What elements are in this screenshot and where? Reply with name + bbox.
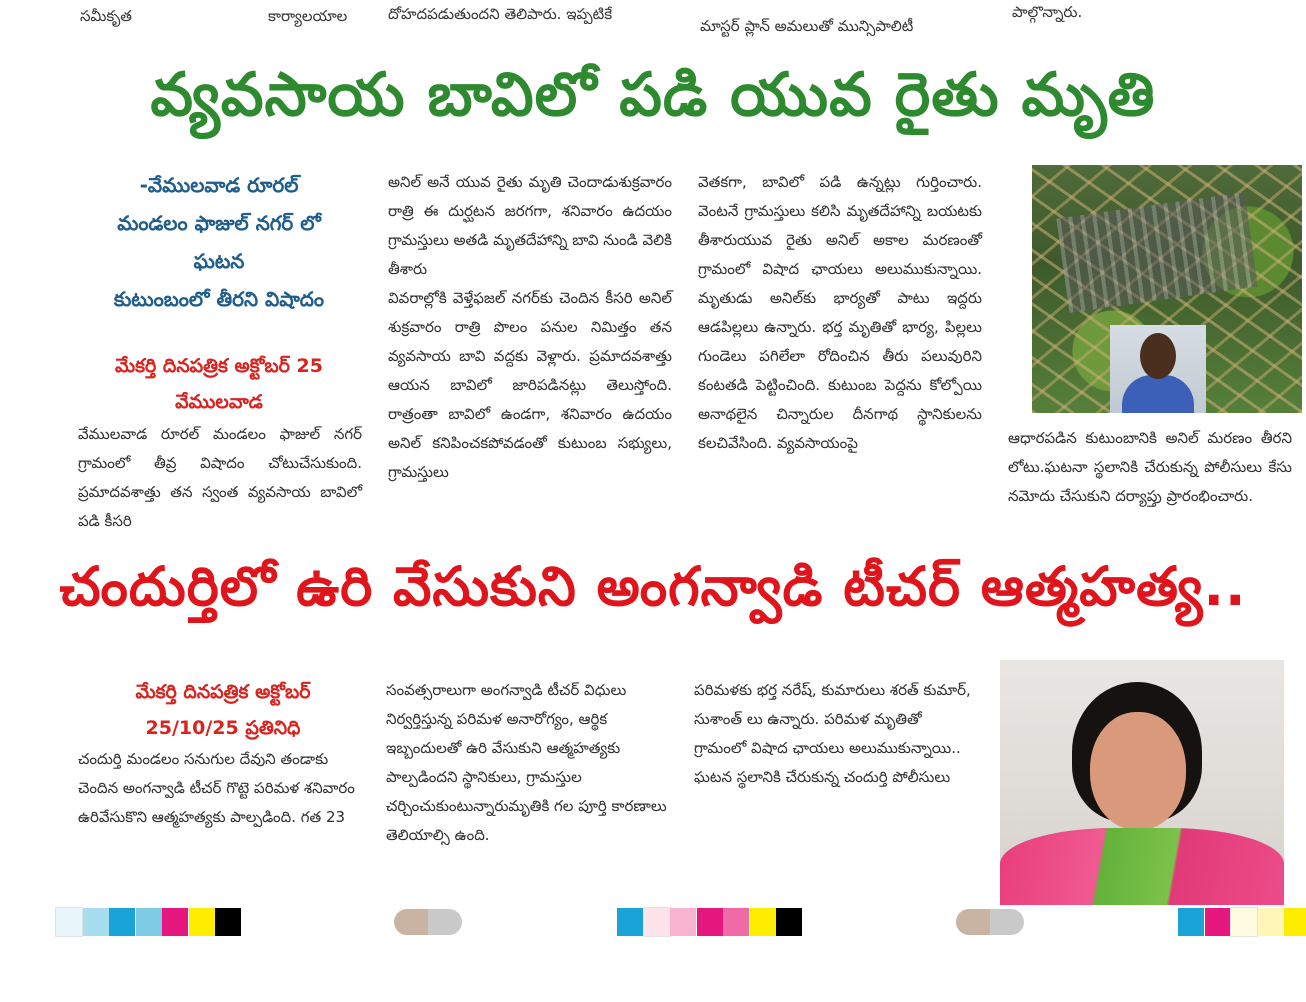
story1-paragraph: వెతకగా, బావిలో పడి ఉన్నట్లు గుర్తించారు. వెంటనే గ్రామస్తులు కలిసి మృతదేహాన్ని బయటకు తీశారుయువ రైతు అనిల్ అకాల మరణంతో గ్రామంలో విషాద ఛాయలు అలుముకున్నాయి. మృతుడు అనిల్‌కు భార్యతో పాటు ఇద్దరు ఆడపిల్లలు ఉన్నారు. భర్త మృతితో భార్య, పిల్లలు గుండెలు పగిలేలా రోదించిన తీరు పలువురిని కంటతడి పెట్టించింది. కుటుంబ పెద్దను కోల్పోయి అనాథలైన చిన్నారుల దీనగాథ స్థానికులను కలచివేసింది. వ్యవసాయంపై bbox=[698, 173, 982, 452]
story1-subhead: మండలం ఫాజుల్ నగర్ లో bbox=[117, 211, 321, 235]
story1-paragraph: వేములవాడ రూరల్ మండలం ఫాజుల్ నగర్ గ్రామంలో తీవ్ర విషాదం చోటుచేసుకుంది. ప్రమాదవశాత్తు తన స్వంత వ్యవసాయ బావిలో పడి కీసరి bbox=[78, 425, 362, 530]
pill-half bbox=[990, 909, 1024, 935]
pill-half bbox=[956, 909, 990, 935]
color-swatch bbox=[1205, 908, 1231, 936]
story1-column-1 bbox=[78, 420, 362, 536]
story2-headline: చందుర్తిలో ఉరి వేసుకుని అంగన్వాడి టీచర్ ఆత్మహత్య.. bbox=[59, 555, 1247, 618]
story1-dateline bbox=[78, 348, 360, 420]
portrait-face bbox=[1140, 333, 1176, 379]
top-fragment: మాస్టర్ ప్లాన్ అమలుతో మున్సిపాలిటీ bbox=[700, 17, 914, 35]
well-rescue-photo bbox=[1032, 165, 1302, 413]
registration-pill bbox=[956, 909, 1024, 935]
story1-subhead: కుటుంబంలో తీరని విషాదం bbox=[113, 287, 325, 311]
color-swatch bbox=[750, 908, 776, 936]
story1-paragraph: వివరాల్లోకి వెళ్తేఫజల్ నగర్‌కు చెందిన కీసరి అనిల్ శుక్రవారం రాత్రి పొలం పనుల నిమిత్తం తన వ్యవసాయ బావి వద్దకు వెళ్లారు. ప్రమాదవశాత్తు ఆయన బావిలో జారిపడినట్లు తెలుస్తోంది. రాత్రంతా బావిలో ఉండగా, శనివారం ఉదయం అనిల్ కనిపించకపోవడంతో కుటుంబ సభ్యులు, గ్రామస్తులు bbox=[388, 289, 672, 481]
teacher-portrait-photo bbox=[1000, 660, 1284, 905]
story2-column-1 bbox=[78, 745, 358, 832]
story2-column-2 bbox=[386, 676, 670, 850]
story1-column-2 bbox=[388, 168, 672, 487]
victim-portrait-inset bbox=[1110, 325, 1206, 413]
portrait-saree bbox=[1000, 828, 1284, 905]
portrait-shirt bbox=[1122, 375, 1194, 413]
story1-subhead: -వేములవాడ రూరల్ bbox=[139, 173, 299, 197]
story2-paragraph: సంవత్సరాలుగా అంగన్వాడి టీచర్ విధులు నిర్వర్తిస్తున్న పరిమళ అనారోగ్యం, ఆర్థిక ఇబ్బందులతో ఉరి వేసుకుని ఆత్మహత్యకు పాల్పడిందని స్థానికులు, గ్రామస్తుల చర్చించుకుంటున్నారుమృతికి గల పూర్తి కారణాలు తెలియాల్సి ఉంది. bbox=[386, 681, 667, 844]
story1-paragraph: ఆధారపడిన కుటుంబానికి అనిల్ మరణం తీరని లోటు.ఘటనా స్థలానికి చేరుకున్న పోలీసులు కేసు నమోదు చేసుకుని దర్యాప్తు ప్రారంభించారు. bbox=[1008, 429, 1292, 505]
story2-paragraph: పరిమళకు భర్త నరేష్, కుమారులు శరత్ కుమార్, సుశాంత్ లు ఉన్నారు. పరిమళ మృతితో గ్రామంలో విషాద ఛాయలు అలుముకున్నాయి.. ఘటన స్థలానికి చేరుకున్న చందుర్తి పోలీసులు bbox=[694, 681, 971, 786]
story1-column-4 bbox=[1008, 424, 1292, 511]
pill-half bbox=[394, 909, 428, 935]
color-swatch bbox=[723, 908, 749, 936]
color-swatch bbox=[1284, 908, 1306, 936]
story1-paragraph: అనిల్ అనే యువ రైతు మృతి చెందాడుశుక్రవారం రాత్రి ఈ దుర్ఘటన జరగగా, శనివారం ఉదయం గ్రామస్తులు అతడి మృతదేహాన్ని బావి నుండి వెలికి తీశారు bbox=[388, 173, 672, 278]
color-swatch bbox=[189, 908, 215, 936]
story1-subheads bbox=[78, 166, 360, 318]
color-swatch bbox=[776, 908, 802, 936]
story2-dateline-line: మేకర్తి దినపత్రిక అక్టోబర్ bbox=[135, 681, 311, 703]
top-fragment: పాల్గొన్నారు. bbox=[1012, 3, 1083, 21]
top-fragment: సమీకృత bbox=[80, 7, 132, 25]
color-swatch bbox=[617, 908, 643, 936]
story1-dateline-line: మేకర్తి దినపత్రిక అక్టోబర్ 25 bbox=[115, 355, 323, 377]
color-swatch bbox=[109, 908, 135, 936]
color-swatch bbox=[83, 908, 109, 936]
story2-column-3 bbox=[694, 676, 978, 792]
story2-paragraph: చందుర్తి మండలం సనుగుల దేవుని తండాకు చెందిన అంగన్వాడి టీచర్ గొట్టె పరిమళ శనివారం ఉరివేసుకొని ఆత్మహత్యకు పాల్పడింది. గత 23 bbox=[78, 750, 355, 826]
registration-pill bbox=[394, 909, 462, 935]
pill-half bbox=[428, 909, 462, 935]
story1-dateline-line: వేములవాడ bbox=[175, 391, 263, 413]
top-fragment: దోహదపడుతుందని తెలిపారు. ఇప్పటికే bbox=[388, 5, 613, 23]
portrait-face bbox=[1090, 712, 1186, 830]
story1-column-3 bbox=[698, 168, 982, 458]
color-swatch bbox=[136, 908, 162, 936]
story1-headline: వ్యవసాయ బావిలో పడి యువ రైతు మృతి bbox=[150, 60, 1156, 130]
color-swatch bbox=[670, 908, 696, 936]
story2-dateline bbox=[78, 674, 368, 746]
color-swatch bbox=[162, 908, 188, 936]
color-swatch bbox=[1178, 908, 1204, 936]
well-grate-image bbox=[1056, 192, 1257, 313]
story1-subhead: ఘటన bbox=[193, 249, 245, 273]
color-swatch bbox=[1258, 908, 1284, 936]
color-swatch bbox=[1231, 908, 1257, 936]
color-swatch bbox=[644, 908, 670, 936]
color-swatch bbox=[56, 908, 82, 936]
color-swatch bbox=[215, 908, 241, 936]
color-swatch bbox=[697, 908, 723, 936]
top-fragment: కార్యాలయాల bbox=[268, 7, 348, 25]
story2-dateline-line: 25/10/25 ప్రతినిధి bbox=[145, 717, 301, 739]
